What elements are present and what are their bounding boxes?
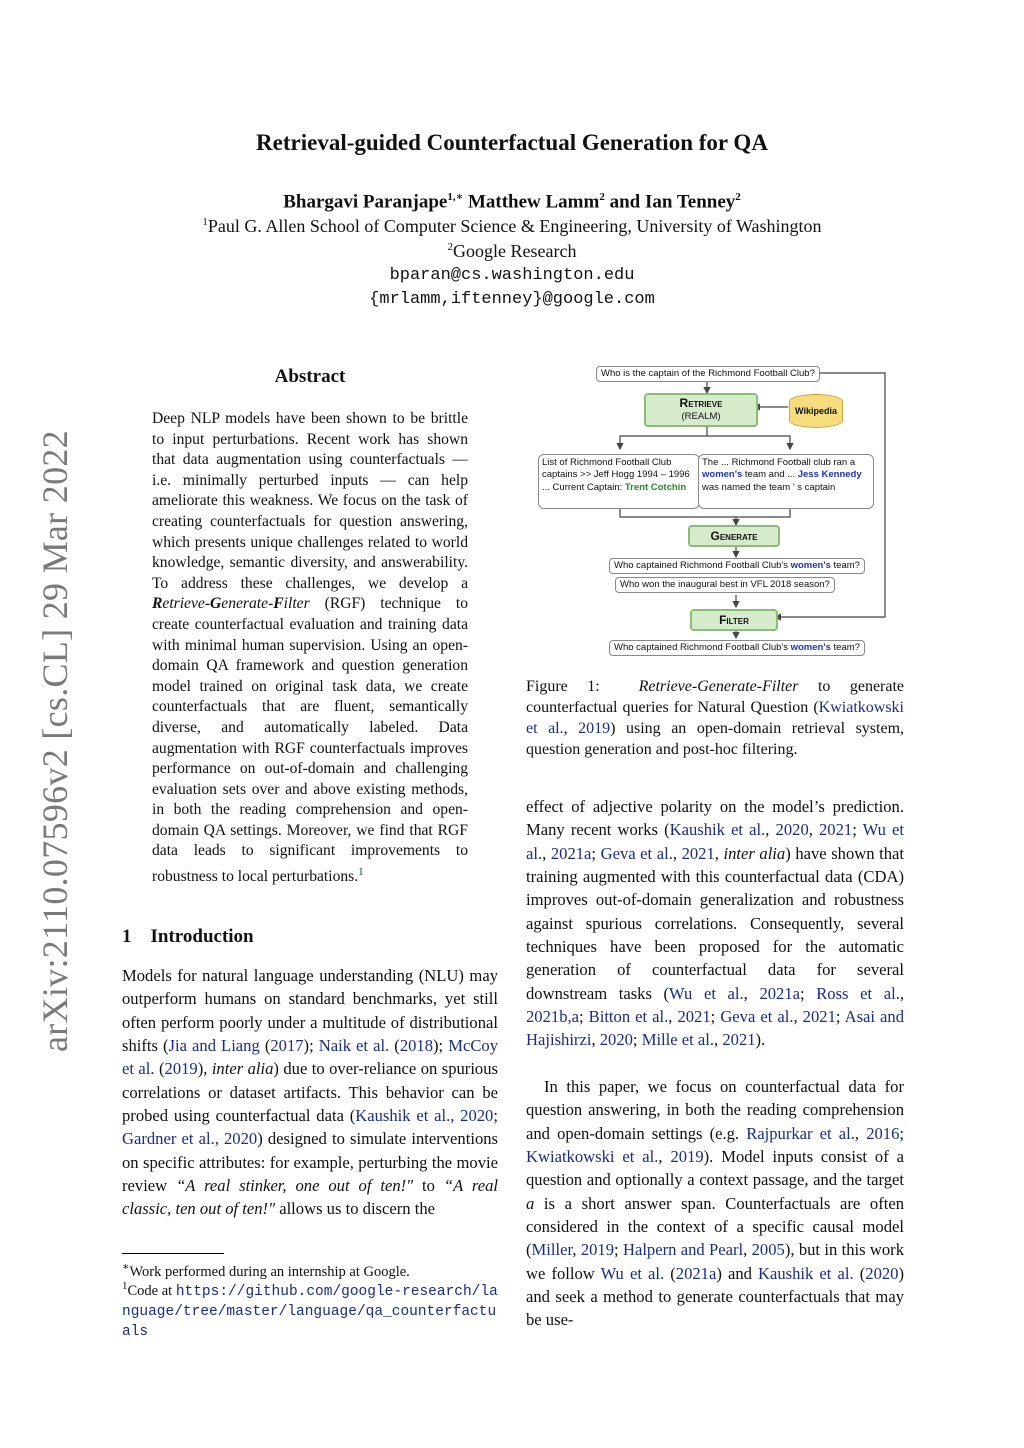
question-text: team? [833, 560, 860, 571]
author-list [0, 190, 1024, 213]
citation-link[interactable]: 2017 [270, 1036, 304, 1056]
context-text: The ... Richmond Football club ran a [702, 457, 856, 468]
citation-link[interactable]: Rajpurkar et al. [746, 1123, 855, 1143]
citation-link[interactable]: 2016 [866, 1123, 900, 1143]
citation-link[interactable]: Naik et al. [318, 1036, 390, 1056]
citation-link[interactable]: Kaushik et al. [669, 820, 766, 840]
right-column-paragraph-1: effect of adjective polarity on the model’s prediction. Many recent works (Kaushik et al., 2020, 2021; Wu et al., 2021a; Geva et al., 2021, inter alia) have shown that training augmented with this counterfactual data (CDA) improves out-of-domain generalization and robustness against spurious correlations. Consequently, several techniques have been proposed for the automatic generation of counterfactual data for several downstream tasks (Wu et al., 2021a; Ross et al., 2021b,a; Bitton et al., 2021; Geva et al., 2021; Asai and Hajishirzi, 2020; Mille et al., 2021). [526, 797, 904, 1050]
email-1[interactable]: bparan@cs.washington.edu [389, 266, 635, 285]
filter-step-box [690, 609, 778, 631]
intro-paragraph: Models for natural language understanding (NLU) may outperform humans on standard benchmarks, yet still often perform poorly under a multitude of distributional shifts (Jia and Liang (2017); Naik et al. (2018); McCoy et al. (2019), inter alia) due to over-reliance on spurious correlations or dataset artifacts. This behavior can be probed using counterfactual data (Kaushik et al., 2020; Gardner et al., 2020) designed to simulate interventions on specific attributes: for example, perturbing the movie review “A real stinker, one out of ten!" to “A real classic, ten out of ten!" allows us to discern the [122, 966, 498, 1219]
section-number: 1 [122, 926, 132, 947]
abstract-text: (RGF) technique to create counterfactual evaluation and training data with minimal human supervision. Using an open-domain QA framework and question generation model trained on original task data, we create counterfactuals that are fluent, semantically diverse, and automatically labeled. Data augmentation with RGF counterfactuals improves performance on out-of-domain and challenging evaluation sets over and above existing methods, in both the reading comprehension and open-domain QA settings. Moreover, we find that RGF data leads to significant improvements to robustness to local perturbations. [152, 595, 469, 886]
citation-link[interactable]: 2020 [775, 820, 809, 840]
footnote-text: Code at [127, 1282, 173, 1299]
citation-link[interactable]: 2021 [677, 1007, 711, 1027]
citation-link[interactable]: 2021 [802, 1007, 836, 1027]
citation-link[interactable]: Bitton et al. [588, 1007, 669, 1027]
question-text: Who captained Richmond Football Club's [614, 642, 788, 653]
citation-link[interactable]: Wu et al. [669, 983, 744, 1003]
retrieve-sublabel: (REALM) [681, 411, 721, 422]
citation-link[interactable]: 2021 [681, 843, 715, 863]
caption-italic: Retrieve-Generate-Filter [638, 678, 799, 695]
author-name: Bhargavi Paranjape [283, 191, 448, 213]
section-title: Introduction [150, 926, 254, 947]
citation-link[interactable]: 2021a [675, 1263, 717, 1283]
abstract-body [152, 409, 468, 888]
author-and: and [609, 191, 641, 213]
citation-link[interactable]: 2019 [580, 1240, 615, 1260]
email-2[interactable]: {mrlamm,iftenney}@google.com [369, 290, 655, 309]
right-column-paragraph-2: In this paper, we focus on counterfactual data for question answering, in both the reading comprehension and open-domain settings (e.g. Rajpurkar et al., 2016; Kwiatkowski et al., 2019). Model inputs consist of a question and optionally a context passage, and the target a is a short answer span. Counterfactuals are often considered in the context of a specific causal model (Miller, 2019; Halpern and Pearl, 2005), but in this work we follow Wu et al. (2021a) and Kaushik et al. (2020) and seek a method to generate counterfactuals that may be use- [526, 1077, 905, 1330]
citation-link[interactable]: 2020 [865, 1263, 899, 1283]
affiliation-1 [0, 216, 1024, 237]
footnote-mark: ∗ [122, 1261, 130, 1273]
entity-highlight: women's [790, 560, 831, 571]
entity-highlight: women's [790, 642, 831, 653]
caption-label: Figure 1: [526, 678, 600, 695]
citation-link[interactable]: McCoy et al. [122, 1036, 498, 1079]
citation-link[interactable]: Kwiatkowski et al. [526, 1147, 659, 1167]
wikipedia-database-icon [789, 394, 843, 428]
paper-title: Retrieval-guided Counterfactual Generation for QA [256, 130, 768, 155]
abstract-heading: Abstract [274, 366, 346, 387]
answer-highlight: Jess Kennedy [797, 469, 862, 481]
question-text: Who won the inaugural best in VFL 2018 season? [620, 579, 830, 590]
rgf-letter: G [210, 595, 222, 613]
retrieve-label: Retrieve [679, 396, 723, 410]
figure-1-diagram [538, 366, 888, 658]
footnote-link[interactable]: 1 [358, 866, 364, 879]
final-question-box [609, 640, 865, 656]
generate-label: Generate [710, 529, 758, 543]
citation-link[interactable]: Kaushik et al. [758, 1263, 854, 1283]
affiliation-2 [0, 241, 1024, 262]
filter-label: Filter [719, 613, 749, 627]
citation-link[interactable]: 2019 [670, 1147, 704, 1167]
citation-link[interactable]: Ross et al. [816, 983, 900, 1003]
rgf-word: enerate- [221, 595, 274, 613]
input-question-text: Who is the captain of the Richmond Football Club? [601, 368, 815, 379]
citation-link[interactable]: Kwiatkowski et al. [526, 699, 904, 737]
citation-link[interactable]: Miller [531, 1240, 573, 1260]
entity-highlight: women's [702, 469, 743, 481]
context-text: List of Richmond Football Club captains >> Jeff Hogg 1994 – 1996 ... Current Captain: [542, 457, 690, 493]
author-name: Ian Tenney [644, 191, 736, 213]
section-heading [122, 926, 254, 948]
arxiv-identifier: arXiv:2110.07596v2 [cs.CL] 29 Mar 2022 [35, 430, 75, 1052]
citation-link[interactable]: Geva et al. [720, 1007, 794, 1027]
rgf-word: etrieve- [162, 595, 211, 613]
citation-link[interactable]: 2005 [751, 1240, 785, 1260]
citation-link[interactable]: Asai and Hajishirzi [526, 1007, 904, 1050]
figure-1-caption: Figure 1: Retrieve-Generate-Filter to generate counterfactual queries for Natural Question (Kwiatkowski et al., 2019) using an open-domain retrieval system, question generation and post-hoc filtering. [526, 678, 905, 758]
citation-link[interactable]: 2021a [550, 843, 592, 863]
citation-link[interactable]: 2021b,a [526, 1007, 579, 1027]
citation-link[interactable]: 2019 [578, 720, 611, 737]
citation-link[interactable]: Wu et al. [526, 820, 904, 863]
abstract-text: Deep NLP models have been shown to be brittle to input perturbations. Recent work has shown that data augmentation using counterfactuals — i.e. minimally perturbed inputs — can help ameliorate this weakness. We focus on the task of creating counterfactuals for question answering, which presents unique challenges related to world knowledge, semantic diversity, and answerability. To address these challenges, we develop a [152, 410, 468, 592]
question-text: Who captained Richmond Football Club's [614, 560, 788, 571]
generated-question-2 [615, 577, 835, 593]
author-sup: 2 [735, 191, 741, 203]
citation-link[interactable]: Kaushik et al., 2020 [355, 1106, 494, 1126]
citation-link[interactable]: 2020 [599, 1030, 633, 1050]
rgf-letter: R [152, 595, 163, 613]
author-sup: 2 [599, 191, 605, 203]
generated-question-1 [609, 558, 865, 574]
citation-link[interactable]: Mille et al. [641, 1030, 715, 1050]
affil-sup: 2 [447, 241, 454, 253]
context-text: was named the team ' s captain [702, 481, 836, 493]
retrieved-context-1 [538, 454, 700, 509]
citation-link[interactable]: 2019 [164, 1059, 198, 1079]
rgf-letter: F [273, 595, 284, 613]
citation-link[interactable]: Wu et al. [600, 1263, 665, 1283]
retrieved-context-2 [698, 454, 874, 509]
citation-link[interactable]: 2018 [399, 1036, 433, 1056]
footnote-rule [122, 1253, 224, 1254]
affil-sup: 1 [202, 216, 208, 228]
citation-link[interactable]: 2021 [819, 820, 853, 840]
footnote-mark: 1 [122, 1280, 128, 1292]
citation-link[interactable]: Halpern and Pearl [622, 1240, 744, 1260]
affil-text: Google Research [453, 241, 577, 261]
context-text: team and ... [744, 469, 796, 481]
input-question-box [596, 366, 820, 382]
footnote-2 [122, 1277, 498, 1342]
author-sup: 1,∗ [447, 191, 464, 203]
citation-link[interactable]: Jia and Liang [168, 1036, 260, 1056]
question-text: team? [833, 642, 860, 653]
citation-link[interactable]: Geva et al. [600, 843, 673, 863]
generate-step-box [688, 525, 780, 547]
footnote-text: Work performed during an internship at Google. [129, 1263, 410, 1280]
code-url-link[interactable]: https://github.com/google-research/language/tree/master/language/qa_counterfactuals [122, 1283, 498, 1340]
citation-link[interactable]: Gardner et al., 2020 [122, 1129, 258, 1149]
answer-highlight: Trent Cotchin [624, 481, 687, 493]
affil-text: Paul G. Allen School of Computer Science & Engineering, University of Washington [207, 216, 822, 236]
wikipedia-label: Wikipedia [795, 406, 837, 416]
citation-link[interactable]: 2021 [722, 1030, 756, 1050]
citation-link[interactable]: 2021a [759, 983, 800, 1003]
author-name: Matthew Lamm [467, 191, 600, 213]
retrieve-step-box [644, 393, 758, 427]
rgf-word: ilter [283, 595, 310, 613]
